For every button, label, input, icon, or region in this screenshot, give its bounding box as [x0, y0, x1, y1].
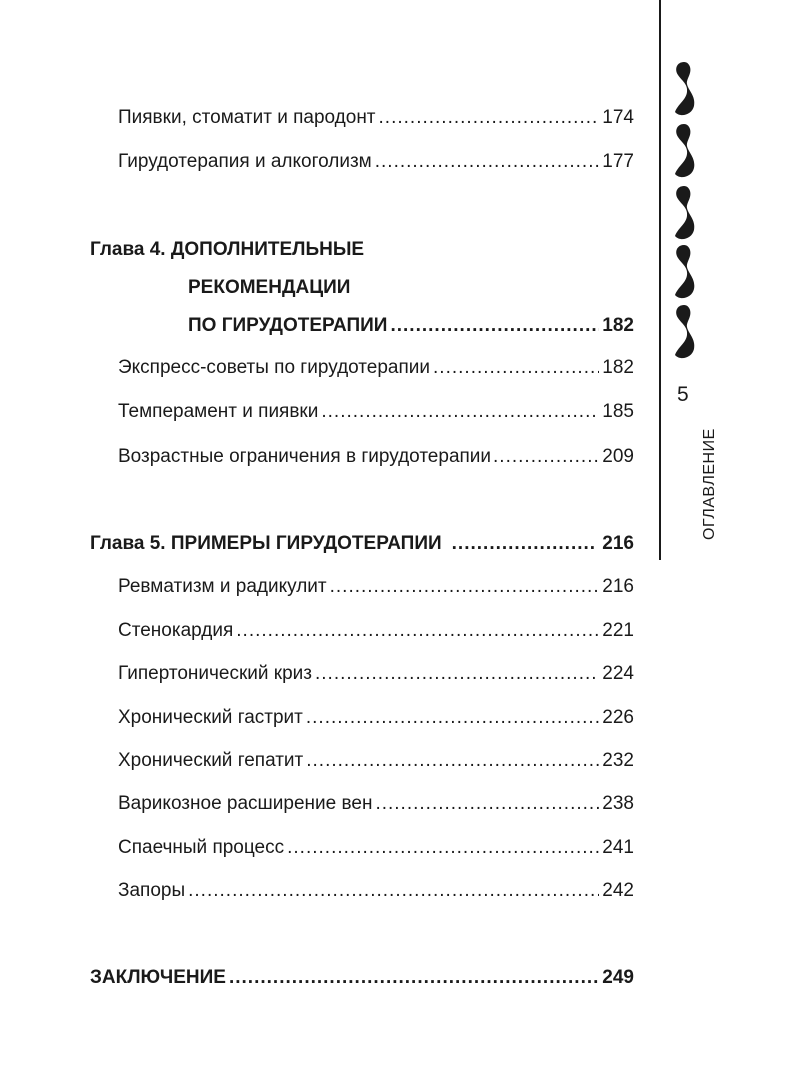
toc-entry-title: Ревматизм и радикулит [118, 576, 327, 597]
toc-entry-title: Гипертонический криз [118, 663, 312, 684]
toc-entry-title: ЗАКЛЮЧЕНИЕ [90, 967, 226, 988]
toc-entry-title: Спаечный процесс [118, 837, 285, 858]
toc-entry[interactable] [118, 445, 634, 469]
dot-leader [188, 879, 599, 903]
toc-entry-page: 174 [602, 107, 634, 128]
toc-entry-page: 185 [602, 401, 634, 422]
dot-leader [493, 445, 600, 469]
leech-icon [670, 243, 698, 301]
chapter-5-title[interactable] [90, 532, 634, 556]
toc-entry-page: 242 [602, 880, 634, 901]
toc-entry-page: 216 [602, 576, 634, 597]
chapter-4-title-line-2[interactable]: РЕКОМЕНДАЦИИ [188, 277, 351, 298]
dot-leader [433, 356, 599, 380]
running-title: ОГЛАВЛЕНИЕ [701, 428, 718, 540]
toc-entry-page: 241 [602, 837, 634, 858]
dot-leader [375, 150, 600, 174]
toc-entry-title: Глава 5. ПРИМЕРЫ ГИРУДОТЕРАПИИ [90, 533, 442, 554]
toc-entry[interactable] [118, 150, 634, 174]
dot-leader [287, 836, 599, 860]
toc-entry-title: Запоры [118, 880, 186, 901]
toc-entry-title: Стенокардия [118, 620, 234, 641]
page-number: 5 [677, 383, 689, 406]
toc-entry-title: Хронический гепатит [118, 750, 304, 771]
leech-icon [670, 122, 698, 180]
toc-entry[interactable] [118, 106, 634, 130]
dot-leader [379, 106, 600, 130]
toc-entry-page: 216 [602, 533, 634, 554]
chapter-4-title-line-3[interactable] [188, 314, 634, 338]
toc-entry[interactable] [118, 356, 634, 380]
toc-entry[interactable] [118, 792, 634, 816]
toc-entry-title: Экспресс-советы по гирудотерапии [118, 357, 431, 378]
toc-entry-page: 238 [602, 793, 634, 814]
toc-entry-page: 177 [602, 151, 634, 172]
toc-entry-title: Варикозное расширение вен [118, 793, 373, 814]
toc-entry-page: 224 [602, 663, 634, 684]
toc-entry-page: 221 [602, 620, 634, 641]
toc-entry-page: 209 [602, 446, 634, 467]
toc-entry-page: 232 [602, 750, 634, 771]
leech-icon [670, 184, 698, 242]
toc-entry-title: Возрастные ограничения в гирудотерапии [118, 446, 492, 467]
margin-rule [659, 0, 661, 560]
leech-icon [670, 60, 698, 118]
toc-entry[interactable] [118, 706, 634, 730]
toc-entry[interactable] [118, 662, 634, 686]
dot-leader [229, 966, 599, 990]
toc-entry-title: ПО ГИРУДОТЕРАПИИ [188, 315, 388, 336]
toc-entry[interactable] [118, 749, 634, 773]
conclusion-entry[interactable] [90, 966, 634, 990]
toc-entry[interactable] [118, 619, 634, 643]
toc-entry-title: Пиявки, стоматит и пародонт [118, 107, 376, 128]
toc-entry[interactable] [118, 575, 634, 599]
toc-entry-page: 249 [602, 967, 634, 988]
toc-entry-page: 182 [602, 315, 634, 336]
toc-entry-title: Гирудотерапия и алкоголизм [118, 151, 372, 172]
dot-leader [306, 749, 599, 773]
dot-leader [330, 575, 600, 599]
dot-leader [321, 400, 599, 424]
toc-entry[interactable] [118, 879, 634, 903]
dot-leader [452, 532, 595, 556]
chapter-4-title-line-1[interactable]: Глава 4. ДОПОЛНИТЕЛЬНЫЕ [90, 239, 365, 260]
leech-icon [670, 303, 698, 361]
toc-entry-page: 226 [602, 707, 634, 728]
toc-entry-page: 182 [602, 357, 634, 378]
dot-leader [236, 619, 599, 643]
dot-leader [306, 706, 599, 730]
toc-entry-title: Темперамент и пиявки [118, 401, 319, 422]
dot-leader [375, 792, 599, 816]
dot-leader [315, 662, 599, 686]
toc-entry[interactable] [118, 836, 634, 860]
toc-entry[interactable] [118, 400, 634, 424]
dot-leader [390, 314, 599, 338]
toc-entry-title: Хронический гастрит [118, 707, 303, 728]
